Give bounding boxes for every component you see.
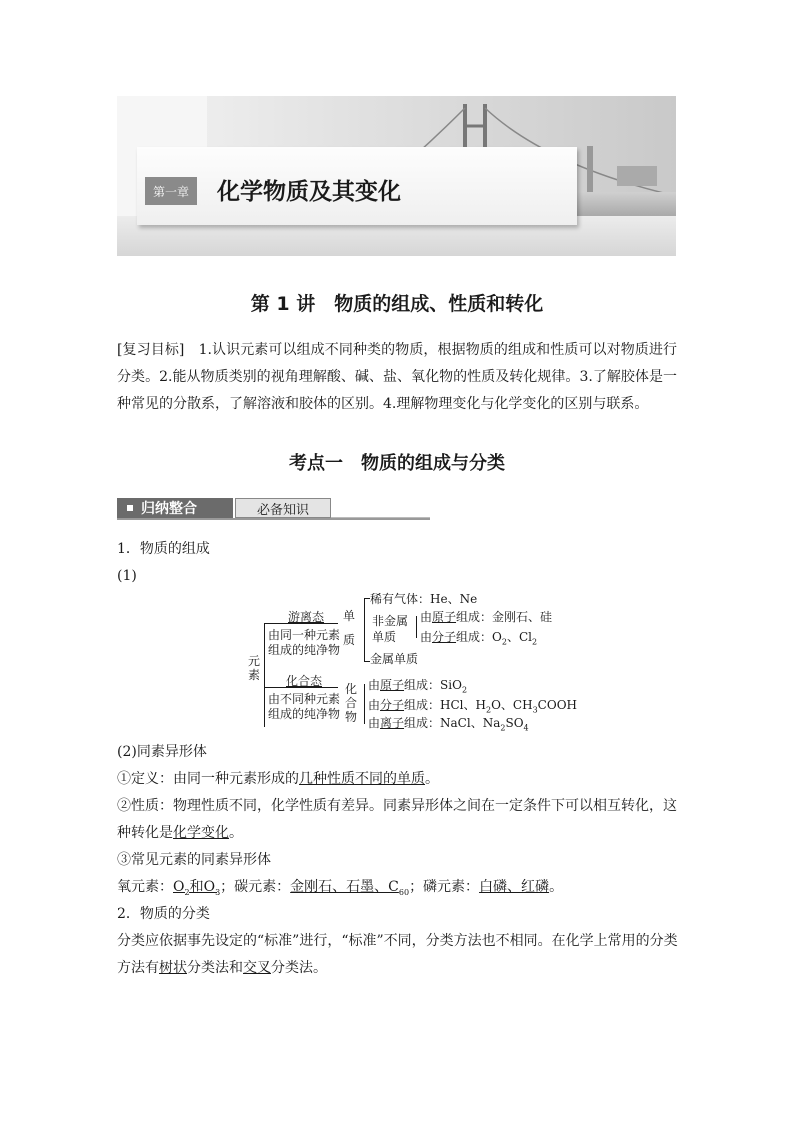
common-allotropes: ③常见元素的同素异形体 xyxy=(117,852,271,868)
section-bar-sub: 必备知识 xyxy=(235,498,331,518)
free-desc-2: 组成的纯净物 xyxy=(268,643,341,657)
free-desc-1: 由同一种元素 xyxy=(268,628,341,642)
simple-brace xyxy=(364,598,365,662)
classification-paragraph: 分类应依据事先设定的“标准”进行，“标准”不同，分类方法也不相同。在化学上常用的分类方法有树状分类法和交叉分类法。 xyxy=(117,933,678,976)
combined-state: 化合态 xyxy=(286,674,323,688)
compound-atom: 由原子组成：SiO$_2$ xyxy=(368,678,468,695)
by-atom: 由原子组成：金刚石、硅 xyxy=(420,610,553,624)
section-bar-main-label: 归纳整合 xyxy=(141,501,197,517)
compound-brace xyxy=(364,684,365,724)
section-bar-underline xyxy=(117,518,430,520)
square-bullet-icon xyxy=(127,505,133,511)
section-bar-main xyxy=(117,498,233,518)
by-molecule: 由分子组成：$O_2$、$Cl_2$ xyxy=(420,630,538,647)
compound-molecule: 由分子组成：HCl、$H_2O$、$CH_3COOH$ xyxy=(368,698,577,715)
nonmetal-1: 非金属 xyxy=(372,614,409,628)
lesson-title: 第 1 讲 物质的组成、性质和转化 xyxy=(250,293,544,315)
composition-diagram xyxy=(240,590,577,740)
section1-heading: 1．物质的组成 xyxy=(117,541,210,557)
section1-sub1: (1) xyxy=(117,568,137,584)
rare-gas: 稀有气体：He、Ne xyxy=(370,592,478,606)
compound-ion: 由离子组成：NaCl、$Na_2SO_4$ xyxy=(368,716,529,733)
section-bar xyxy=(117,498,430,520)
root-brace xyxy=(264,623,265,727)
metal-simple: 金属单质 xyxy=(370,652,419,666)
review-objectives: [复习目标] 1.认识元素可以组成不同种类的物质，根据物质的组成和性质可以对物质进行分类。2.能从物质类别的视角理解酸、碱、盐、氧化物的性质及转化规律。3.了解胶体是一种常见的分散系，了解溶液和胶体的区别。4.理解物理变化与化学变化的区别与联系。 xyxy=(117,342,677,412)
combined-desc-2: 组成的纯净物 xyxy=(268,707,341,721)
chapter-title: 化学物质及其变化 xyxy=(217,179,401,205)
free-state: 游离态 xyxy=(288,610,325,624)
nonmetal-brace xyxy=(416,616,417,638)
section2-heading: 2．物质的分类 xyxy=(117,906,210,922)
property: ②性质：物理性质不同，化学性质有差异。同素异形体之间在一定条件下可以相互转化，这种转化是化学变化。 xyxy=(117,798,677,841)
definition: ①定义：由同一种元素形成的几种性质不同的单质。 xyxy=(117,771,439,787)
chapter-tag: 第一章 xyxy=(145,177,197,205)
point-title: 考点一 物质的组成与分类 xyxy=(289,453,505,474)
allotrope-examples: 氧元素：$O_2$和$O_3$；碳元素：金刚石、石墨、$C_{60}$；磷元素：白磷、红磷。 xyxy=(117,879,564,897)
nonmetal-2: 单质 xyxy=(372,630,397,644)
root-element: 元素 xyxy=(248,654,261,682)
compound: 化合物 xyxy=(345,682,358,724)
section1-sub2: (2)同素异形体 xyxy=(117,744,207,760)
simple-substance: 单质 xyxy=(343,609,356,647)
combined-desc-1: 由不同种元素 xyxy=(268,692,341,706)
